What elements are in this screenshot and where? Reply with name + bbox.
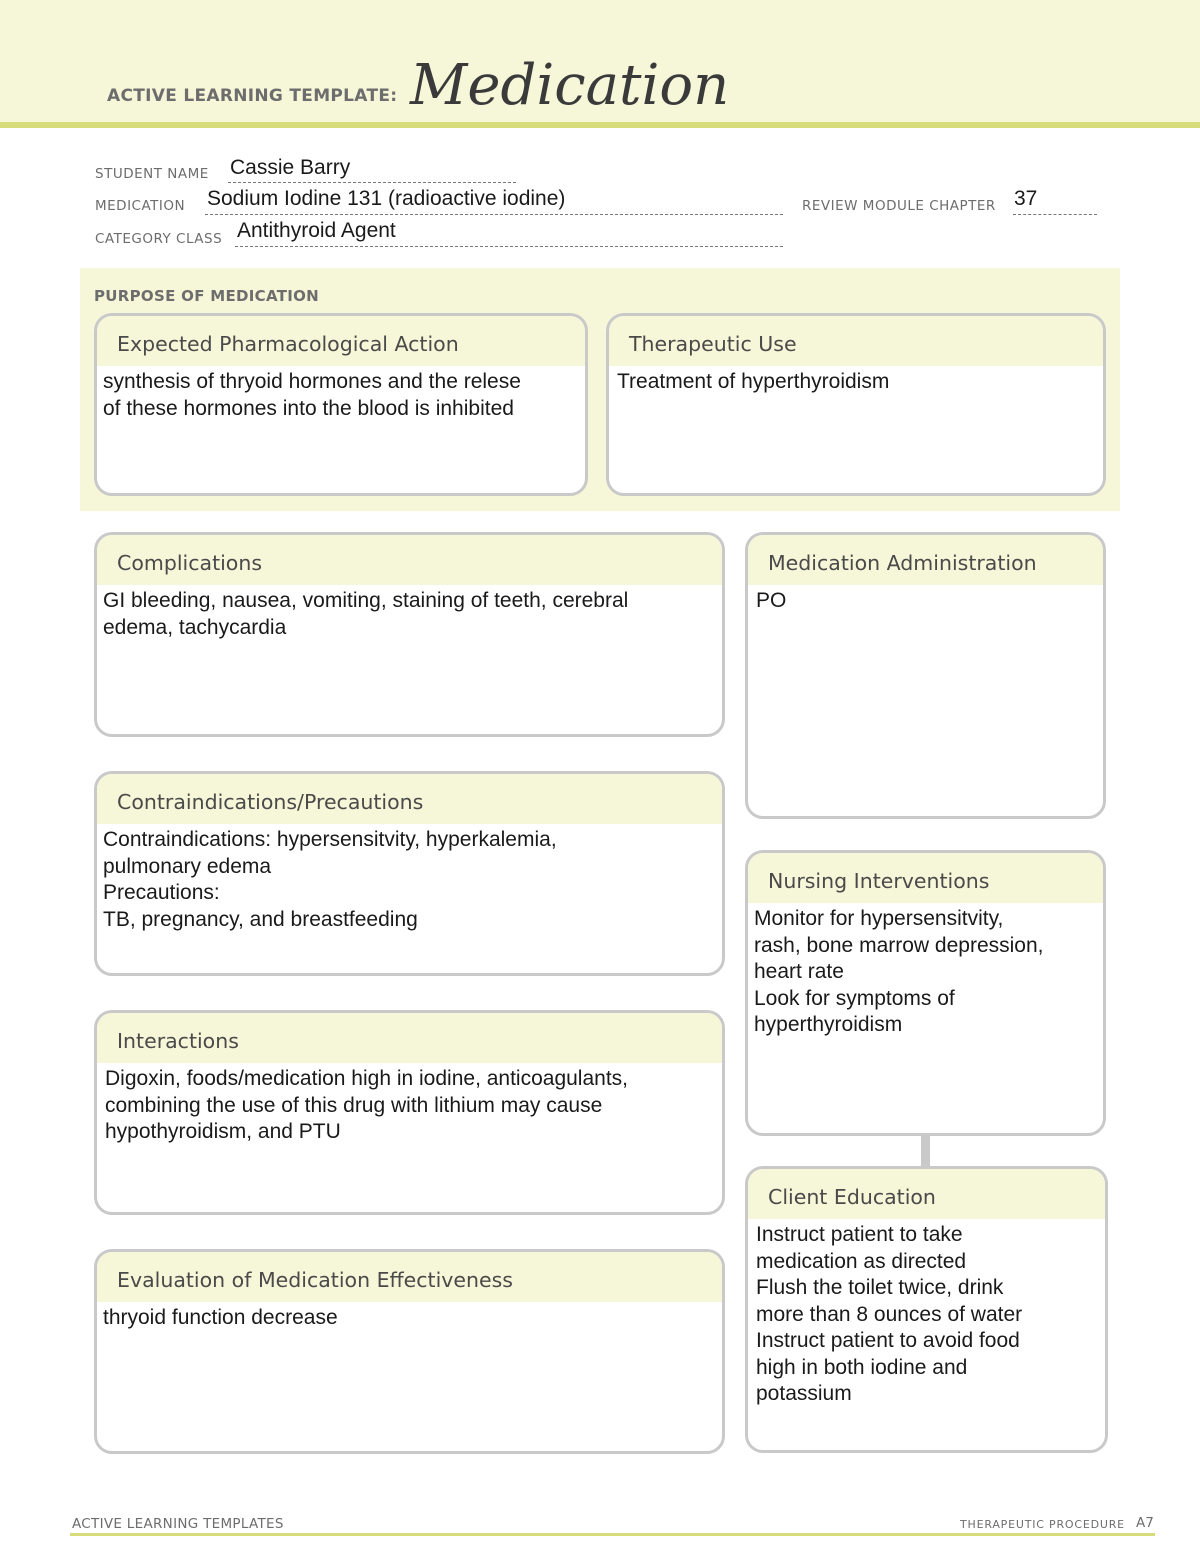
review-module-value[interactable]: 37 — [1014, 187, 1038, 210]
contraindications-box — [94, 771, 725, 976]
client-education-text[interactable]: Instruct patient to take medication as directed Flush the toilet twice, drink more than 8 ounces of water Instruct patient to avoid food high in both iodine and potassium — [756, 1223, 1023, 1405]
expected-action-box — [94, 313, 588, 496]
medication-line — [205, 214, 783, 215]
template-label: ACTIVE LEARNING TEMPLATE: — [107, 86, 398, 106]
purpose-label: PURPOSE OF MEDICATION — [94, 287, 320, 305]
connector-bar — [921, 1134, 930, 1166]
therapeutic-use-box — [606, 313, 1106, 496]
review-module-label: REVIEW MODULE CHAPTER — [802, 198, 996, 214]
student-name-value[interactable]: Cassie Barry — [230, 156, 351, 179]
interactions-box — [94, 1010, 725, 1215]
medication-label: MEDICATION — [95, 198, 186, 214]
footer-left-label: ACTIVE LEARNING TEMPLATES — [72, 1516, 284, 1532]
contraindications-title: Contraindications/Precautions — [97, 774, 722, 824]
evaluation-title: Evaluation of Medication Effectiveness — [97, 1252, 722, 1302]
complications-text[interactable]: GI bleeding, nausea, vomiting, staining of teeth, cerebral edema, tachycardia — [103, 589, 629, 639]
nursing-interventions-box — [745, 850, 1106, 1136]
evaluation-text[interactable]: thryoid function decrease — [103, 1306, 338, 1329]
category-class-value[interactable]: Antithyroid Agent — [237, 219, 396, 242]
student-name-label: STUDENT NAME — [95, 166, 209, 182]
administration-text[interactable]: PO — [756, 589, 787, 612]
medication-value[interactable]: Sodium Iodine 131 (radioactive iodine) — [207, 187, 566, 210]
expected-action-text[interactable]: synthesis of thryoid hormones and the relese of these hormones into the blood is inhibited — [103, 370, 521, 420]
expected-action-title: Expected Pharmacological Action — [97, 316, 585, 366]
footer-divider — [70, 1533, 1155, 1536]
page-title: Medication — [410, 53, 730, 118]
client-education-box — [745, 1166, 1108, 1453]
evaluation-box — [94, 1249, 725, 1454]
category-class-line — [235, 246, 783, 247]
administration-title: Medication Administration — [748, 535, 1103, 585]
nursing-interventions-text[interactable]: Monitor for hypersensitvity, rash, bone marrow depression, heart rate Look for symptoms of hyperthyroidism — [754, 907, 1044, 1036]
contraindications-text[interactable]: Contraindications: hypersensitvity, hyperkalemia, pulmonary edema Precautions: TB, pregnancy, and breastfeeding — [103, 828, 557, 931]
header-divider — [0, 122, 1200, 128]
therapeutic-use-title: Therapeutic Use — [609, 316, 1103, 366]
nursing-interventions-title: Nursing Interventions — [748, 853, 1103, 903]
student-name-line — [228, 182, 516, 183]
complications-title: Complications — [97, 535, 722, 585]
review-module-line — [1013, 214, 1097, 215]
administration-box — [745, 532, 1106, 819]
interactions-text[interactable]: Digoxin, foods/medication high in iodine, anticoagulants, combining the use of this drug with lithium may cause hypothyroidism, and PTU — [105, 1067, 629, 1143]
footer-right-label: THERAPEUTIC PROCEDURE — [960, 1518, 1125, 1531]
client-education-title: Client Education — [748, 1169, 1105, 1219]
therapeutic-use-text[interactable]: Treatment of hyperthyroidism — [617, 370, 890, 393]
category-class-label: CATEGORY CLASS — [95, 231, 223, 247]
interactions-title: Interactions — [97, 1013, 722, 1063]
page-number: A7 — [1136, 1515, 1154, 1531]
complications-box — [94, 532, 725, 737]
